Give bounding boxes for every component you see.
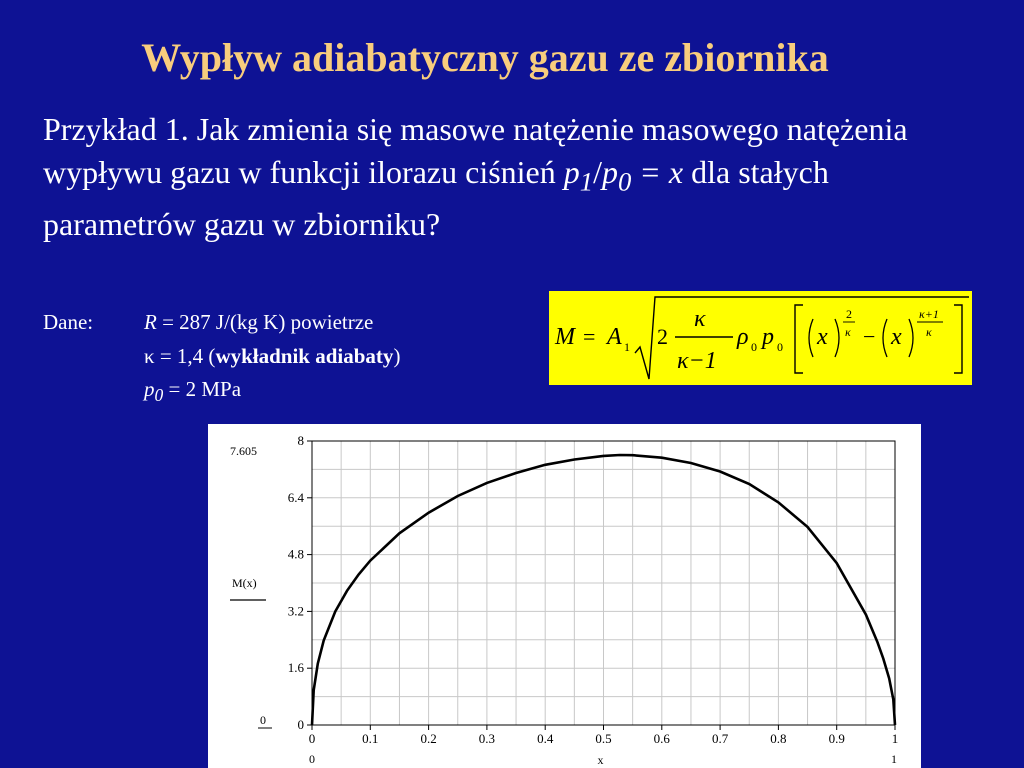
p1-symbol: p (563, 154, 580, 190)
p0-subscript: 0 (617, 166, 632, 197)
formula-a: A (607, 324, 622, 350)
question-text (43, 108, 923, 246)
formula-equals: = (583, 324, 596, 349)
formula-kappa-num: κ (694, 306, 706, 332)
formula-paren-1-close (835, 319, 839, 357)
kappa-symbol: κ (144, 344, 155, 368)
formula-paren-2-close (909, 319, 913, 357)
y-tick-label: 1.6 (287, 660, 304, 676)
x-tick-label: 0.9 (828, 731, 845, 746)
given-line-r (144, 309, 373, 335)
formula-a-sub: 1 (624, 340, 630, 354)
kappa-description: wykładnik adiabaty (215, 344, 394, 368)
formula-exp1-den: κ (845, 325, 851, 339)
formula-p-sub: 0 (777, 340, 783, 354)
p0-symbol: p (601, 154, 618, 190)
question-part1: Przykład 1. Jak zmienia się masowe natężenie masowego natężenia wypływu gazu w funkcji ilorazu ciśnień (43, 111, 908, 190)
y-tick-label: 6.4 (287, 489, 304, 505)
y-range-max-label: 7.605 (230, 444, 257, 458)
formula-m: M (555, 324, 575, 350)
x-tick-label: 0.2 (420, 731, 437, 746)
y-axis-label: M(x) (232, 576, 257, 590)
p0-given-subscript: 0 (154, 385, 164, 406)
x-tick-label: 0.6 (653, 731, 670, 746)
formula-box (549, 291, 972, 385)
given-line-kappa (144, 343, 400, 369)
x-tick-label: 0 (308, 731, 316, 746)
formula-exp1-num: 2 (846, 307, 852, 321)
x-range-max-label: 1 (891, 752, 897, 766)
y-tick-labels (288, 433, 312, 732)
formula-right-bracket (954, 305, 962, 373)
y-tick-label: 8 (297, 433, 304, 448)
equals-x: = x (631, 154, 684, 190)
x-tick-label: 1 (891, 731, 899, 746)
x-tick-label: 0.8 (770, 731, 787, 746)
r-value: = 287 J/(kg K) powietrze (156, 310, 374, 334)
kappa-value: = 1,4 ( (154, 344, 216, 368)
formula-left-bracket (795, 305, 803, 373)
x-tick-label: 0.3 (478, 731, 496, 746)
kappa-close: ) (393, 344, 401, 368)
formula-p: p (762, 324, 774, 350)
x-tick-labels (309, 725, 899, 746)
x-tick-label: 0.7 (711, 731, 729, 746)
slide-title: Wypływ adiabatyczny gazu ze zbiornika (141, 35, 829, 80)
x-axis-label: x (597, 753, 604, 767)
formula-kappa-den: κ−1 (677, 348, 717, 374)
ratio-slash: / (593, 154, 602, 190)
given-label: Dane: (43, 310, 94, 334)
given-line-p0 (144, 376, 241, 408)
r-symbol: R (144, 310, 157, 334)
formula-paren-1-open (809, 319, 813, 357)
y-tick-label: 3.2 (287, 603, 304, 619)
y-range-min-label: 0 (260, 713, 266, 727)
formula-x1: x (817, 324, 828, 350)
x-range-min-label: 0 (309, 752, 315, 766)
formula-exp2-num: κ+1 (919, 307, 939, 321)
y-tick-label: 4.8 (287, 546, 304, 562)
y-tick-label: 0 (297, 717, 304, 732)
x-tick-label: 0.1 (362, 731, 379, 746)
formula-x2: x (891, 324, 902, 350)
formula-two: 2 (657, 324, 668, 349)
formula-exp2-den: κ (926, 325, 932, 339)
formula-paren-2-open (883, 319, 887, 357)
question-part2: dla stałych parametrów gazu w zbiorniku? (43, 154, 829, 243)
p0-given-symbol: p (144, 377, 155, 401)
p0-value: = 2 MPa (163, 377, 242, 401)
x-tick-label: 0.4 (537, 731, 554, 746)
chart (208, 424, 921, 768)
x-tick-label: 0.5 (595, 731, 612, 746)
chart-panel (208, 424, 921, 768)
formula-rho-sub: 0 (751, 340, 757, 354)
formula-svg (549, 291, 972, 385)
p1-subscript: 1 (579, 166, 594, 197)
formula-rho: ρ (737, 324, 749, 350)
formula-minus: − (863, 324, 876, 349)
